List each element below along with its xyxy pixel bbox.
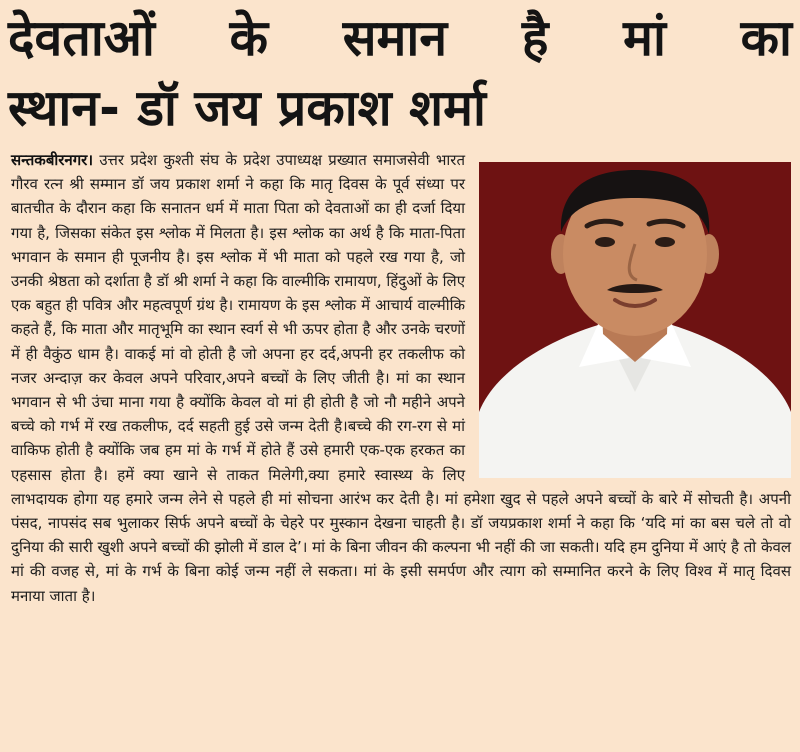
dateline: सन्तकबीरनगर।: [11, 151, 94, 169]
headline-line-2: स्थान- डॉ जय प्रकाश शर्मा: [8, 79, 486, 137]
portrait-illustration: [479, 162, 791, 478]
article-body: [11, 148, 791, 608]
portrait-photo: [479, 162, 791, 478]
article-paragraph: उत्तर प्रदेश कुश्ती संघ के प्रदेश उपाध्यक्ष प्रख्यात समाजसेवी भारत गौरव रत्न श्री सम्मान डॉ जय प्रकाश शर्मा ने कहा कि मातृ दिवस के पूर्व संध्या पर बातचीत के दौरान कहा कि सनातन धर्म में माता पिता को देवताओं का ही दर्जा दिया गया है, जिसका संकेत इस श्लोक में मिलता है। इस श्लोक का अर्थ है कि माता-पिता भगवान के समान ही पूजनीय है। इस श्लोक में भी माता को पहले रख गया है, जो उनकी श्रेष्ठता को दर्शाता है डॉ श्री शर्मा ने कहा कि वाल्मीकि रामायण, हिंदुओं के लिए एक बहुत ही पवित्र और महत्वपूर्ण ग्रंथ है। रामायण के इस श्लोक में आचार्य वाल्मीकि कहते हैं, कि माता और मातृभूमि का स्थान स्वर्ग से भी ऊपर होता है और उनके चरणों में ही वैकुंठ धाम है। वाकई मां वो होती है जो अपना हर दर्द,अपनी हर तकलीफ को नजर अन्दाज़ कर केवल अपने परिवार,अपने बच्चों के लिए जीती है। मां का स्थान भगवान से भी उंचा माना गया है क्योंकि केवल वो मां ही होती है जो नौ महीने अपने बच्चे को गर्भ में रख तकलीफ, दर्द सहती हुई उसे जन्म देती है।बच्चे की रग-रग से मां वाकिफ होती है क्योंकि जब हम मां के गर्भ में होते हैं उसे हमारी एक-एक हरकत का एहसास होता है। हमें क्या खाने से ताकत मिलेगी,क्या हमारे स्वास्थ्य के लिए लाभदायक होगा यह हमारे जन्म लेने से पहले ही मां सोचना आरंभ कर देती है। मां हमेशा खुद से पहले अपने बच्चों के बारे में सोचती है। अपनी पंसद, नापसंद सब भुलाकर सिर्फ अपने बच्चों के चेहरे पर मुस्कान देखना चाहती है। डॉ जयप्रकाश शर्मा ने कहा कि ‘यदि मां का बस चले तो वो दुनिया की सारी खुशी अपने बच्चों की झोली में डाल दे’। मां के बिना जीवन की कल्पना भी नहीं की जा सकती। यदि हम दुनिया में आएं है तो केवल मां की वजह से, मां के गर्भ के बिना कोई जन्म नहीं ले सकता। मां के इसी समर्पण और त्याग को सम्मानित करने के लिए विश्व में मातृ दिवस मनाया जाता है।: [11, 151, 791, 605]
headline-line-1: देवताओं के समान है मां का: [8, 9, 792, 67]
